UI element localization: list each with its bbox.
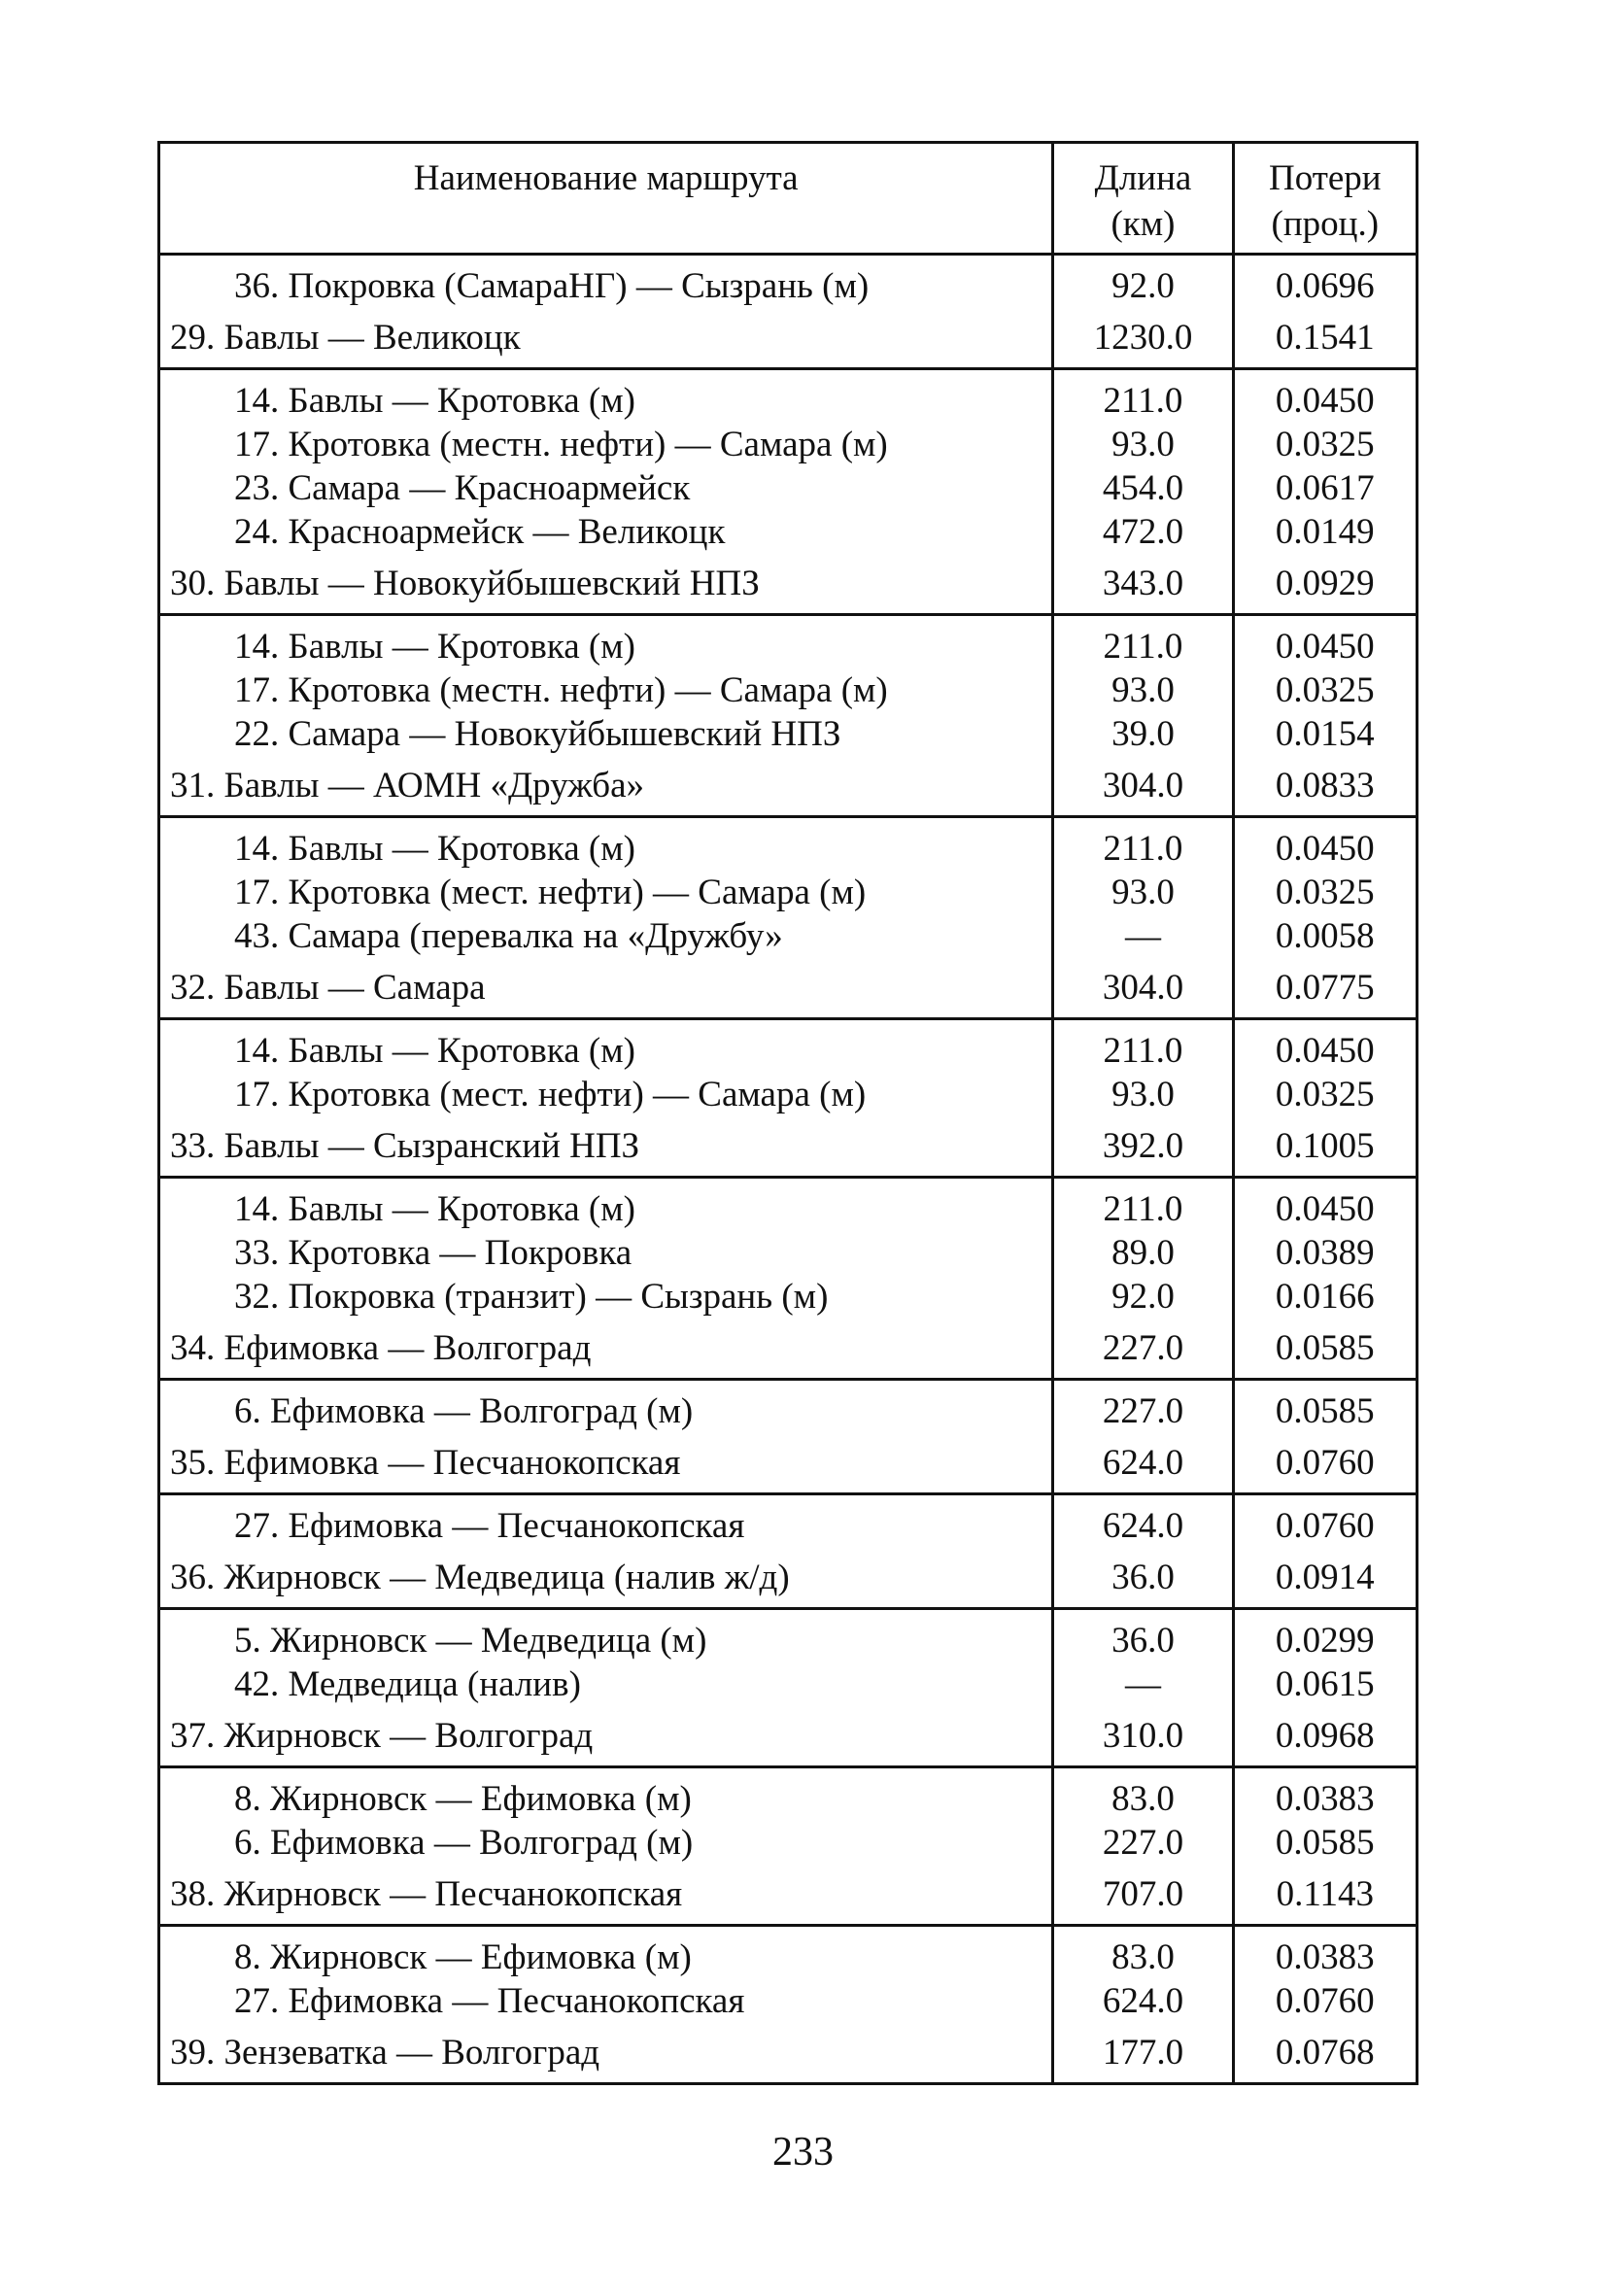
table-row-total [159,1116,1418,1178]
route-name-cell: 24. Красноармейск — Великоцк [159,510,1053,554]
length-cell: 92.0 [1053,1275,1233,1319]
route-name-cell: 35. Ефимовка — Песчанокопская [159,1433,1053,1494]
loss-cell: 0.0615 [1233,1662,1417,1706]
length-cell: 93.0 [1053,423,1233,466]
loss-cell: 0.0696 [1233,255,1417,309]
table-row [159,1767,1418,1822]
route-name-cell: 33. Кротовка — Покровка [159,1231,1053,1275]
route-name-cell: 39. Зензеватка — Волгоград [159,2023,1053,2084]
route-name-cell: 6. Ефимовка — Волгоград (м) [159,1821,1053,1865]
loss-cell: 0.0617 [1233,466,1417,510]
loss-cell: 0.0450 [1233,817,1417,872]
length-cell: — [1053,1662,1233,1706]
loss-cell: 0.0585 [1233,1319,1417,1380]
length-cell: 89.0 [1053,1231,1233,1275]
length-cell: 211.0 [1053,817,1233,872]
length-cell: 707.0 [1053,1865,1233,1926]
table-row [159,1494,1418,1549]
table-row [159,1275,1418,1319]
loss-cell: 0.0450 [1233,615,1417,669]
length-cell: 92.0 [1053,255,1233,309]
table-row-total [159,308,1418,369]
length-cell: 83.0 [1053,1926,1233,1980]
route-name-cell: 14. Бавлы — Кротовка (м) [159,1178,1053,1232]
loss-cell: 0.0450 [1233,1019,1417,1074]
table-header [159,143,1418,255]
route-name-cell: 32. Покровка (транзит) — Сызрань (м) [159,1275,1053,1319]
length-cell: 343.0 [1053,554,1233,615]
length-cell: 93.0 [1053,871,1233,914]
loss-cell: 0.0914 [1233,1548,1417,1609]
loss-cell: 0.1143 [1233,1865,1417,1926]
route-name-cell: 23. Самара — Красноармейск [159,466,1053,510]
length-cell: 304.0 [1053,756,1233,817]
table-row [159,1662,1418,1706]
loss-cell: 0.0389 [1233,1231,1417,1275]
loss-cell: 0.1541 [1233,308,1417,369]
page-number: 233 [772,2130,834,2175]
table-row [159,1019,1418,1074]
route-name-cell: 31. Бавлы — АОМН «Дружба» [159,756,1053,817]
table-row [159,712,1418,756]
length-cell: 36.0 [1053,1548,1233,1609]
loss-cell: 0.0450 [1233,369,1417,424]
table-row-total [159,1706,1418,1767]
length-cell: 392.0 [1053,1116,1233,1178]
table-row-total [159,1865,1418,1926]
route-name-cell: 34. Ефимовка — Волгоград [159,1319,1053,1380]
loss-cell: 0.0929 [1233,554,1417,615]
length-cell: 227.0 [1053,1319,1233,1380]
table-row [159,1926,1418,1980]
loss-cell: 0.0760 [1233,1979,1417,2023]
route-name-cell: 14. Бавлы — Кротовка (м) [159,615,1053,669]
table-row [159,255,1418,309]
route-name-cell: 38. Жирновск — Песчанокопская [159,1865,1053,1926]
loss-cell: 0.0450 [1233,1178,1417,1232]
route-name-cell: 8. Жирновск — Ефимовка (м) [159,1926,1053,1980]
length-cell: 227.0 [1053,1821,1233,1865]
length-cell: 36.0 [1053,1609,1233,1663]
loss-cell: 0.0383 [1233,1926,1417,1980]
table-row [159,817,1418,872]
loss-cell: 0.0325 [1233,871,1417,914]
table-row-total [159,1548,1418,1609]
length-cell: 472.0 [1053,510,1233,554]
loss-cell: 0.0325 [1233,1073,1417,1116]
loss-cell: 0.0166 [1233,1275,1417,1319]
loss-cell: 0.0154 [1233,712,1417,756]
route-name-cell: 42. Медведица (налив) [159,1662,1053,1706]
length-cell: 454.0 [1053,466,1233,510]
header-length: Длина (км) [1053,143,1233,255]
route-name-cell: 32. Бавлы — Самара [159,958,1053,1019]
table-row [159,1609,1418,1663]
length-cell: 211.0 [1053,615,1233,669]
length-cell: 177.0 [1053,2023,1233,2084]
length-cell: 93.0 [1053,668,1233,712]
length-cell: 39.0 [1053,712,1233,756]
table-row [159,369,1418,424]
route-name-cell: 22. Самара — Новокуйбышевский НПЗ [159,712,1053,756]
loss-cell: 0.0325 [1233,423,1417,466]
table-row [159,423,1418,466]
route-name-cell: 43. Самара (перевалка на «Дружбу» [159,914,1053,958]
route-name-cell: 17. Кротовка (мест. нефти) — Самара (м) [159,1073,1053,1116]
header-loss: Потери (проц.) [1233,143,1417,255]
length-cell: 211.0 [1053,1178,1233,1232]
length-cell: 227.0 [1053,1380,1233,1434]
table-row [159,1380,1418,1434]
route-name-cell: 36. Покровка (СамараНГ) — Сызрань (м) [159,255,1053,309]
table-row [159,1073,1418,1116]
table-row [159,1178,1418,1232]
route-name-cell: 17. Кротовка (местн. нефти) — Самара (м) [159,668,1053,712]
table-row-total [159,1319,1418,1380]
loss-cell: 0.0585 [1233,1821,1417,1865]
route-name-cell: 5. Жирновск — Медведица (м) [159,1609,1053,1663]
length-cell: 310.0 [1053,1706,1233,1767]
table-row [159,871,1418,914]
route-name-cell: 6. Ефимовка — Волгоград (м) [159,1380,1053,1434]
route-name-cell: 29. Бавлы — Великоцк [159,308,1053,369]
loss-cell: 0.0325 [1233,668,1417,712]
route-name-cell: 14. Бавлы — Кротовка (м) [159,1019,1053,1074]
loss-cell: 0.0760 [1233,1494,1417,1549]
table-row [159,1979,1418,2023]
table-row-total [159,1433,1418,1494]
table-row [159,1231,1418,1275]
loss-cell: 0.0383 [1233,1767,1417,1822]
table-row [159,510,1418,554]
route-name-cell: 37. Жирновск — Волгоград [159,1706,1053,1767]
route-name-cell: 8. Жирновск — Ефимовка (м) [159,1767,1053,1822]
loss-cell: 0.0585 [1233,1380,1417,1434]
route-name-cell: 14. Бавлы — Кротовка (м) [159,817,1053,872]
length-cell: 93.0 [1053,1073,1233,1116]
table-row [159,1821,1418,1865]
route-name-cell: 27. Ефимовка — Песчанокопская [159,1494,1053,1549]
length-cell: — [1053,914,1233,958]
loss-cell: 0.0775 [1233,958,1417,1019]
route-name-cell: 17. Кротовка (местн. нефти) — Самара (м) [159,423,1053,466]
loss-cell: 0.0833 [1233,756,1417,817]
loss-cell: 0.0760 [1233,1433,1417,1494]
table-row [159,466,1418,510]
loss-cell: 0.0149 [1233,510,1417,554]
length-cell: 624.0 [1053,1979,1233,2023]
loss-cell: 0.0968 [1233,1706,1417,1767]
length-cell: 304.0 [1053,958,1233,1019]
routes-table [157,141,1418,2085]
table-row-total [159,2023,1418,2084]
loss-cell: 0.0058 [1233,914,1417,958]
length-cell: 1230.0 [1053,308,1233,369]
route-name-cell: 33. Бавлы — Сызранский НПЗ [159,1116,1053,1178]
table-row-total [159,756,1418,817]
length-cell: 211.0 [1053,1019,1233,1074]
header-row [159,143,1418,255]
length-cell: 624.0 [1053,1433,1233,1494]
loss-cell: 0.1005 [1233,1116,1417,1178]
table-row-total [159,554,1418,615]
length-cell: 83.0 [1053,1767,1233,1822]
length-cell: 211.0 [1053,369,1233,424]
table-row [159,615,1418,669]
loss-cell: 0.0299 [1233,1609,1417,1663]
table-body [159,255,1418,2084]
loss-cell: 0.0768 [1233,2023,1417,2084]
route-name-cell: 17. Кротовка (мест. нефти) — Самара (м) [159,871,1053,914]
route-name-cell: 36. Жирновск — Медведица (налив ж/д) [159,1548,1053,1609]
table-row [159,914,1418,958]
table-row-total [159,958,1418,1019]
route-name-cell: 30. Бавлы — Новокуйбышевский НПЗ [159,554,1053,615]
route-name-cell: 27. Ефимовка — Песчанокопская [159,1979,1053,2023]
route-name-cell: 14. Бавлы — Кротовка (м) [159,369,1053,424]
header-route-name: Наименование маршрута [159,143,1053,255]
length-cell: 624.0 [1053,1494,1233,1549]
table-row [159,668,1418,712]
